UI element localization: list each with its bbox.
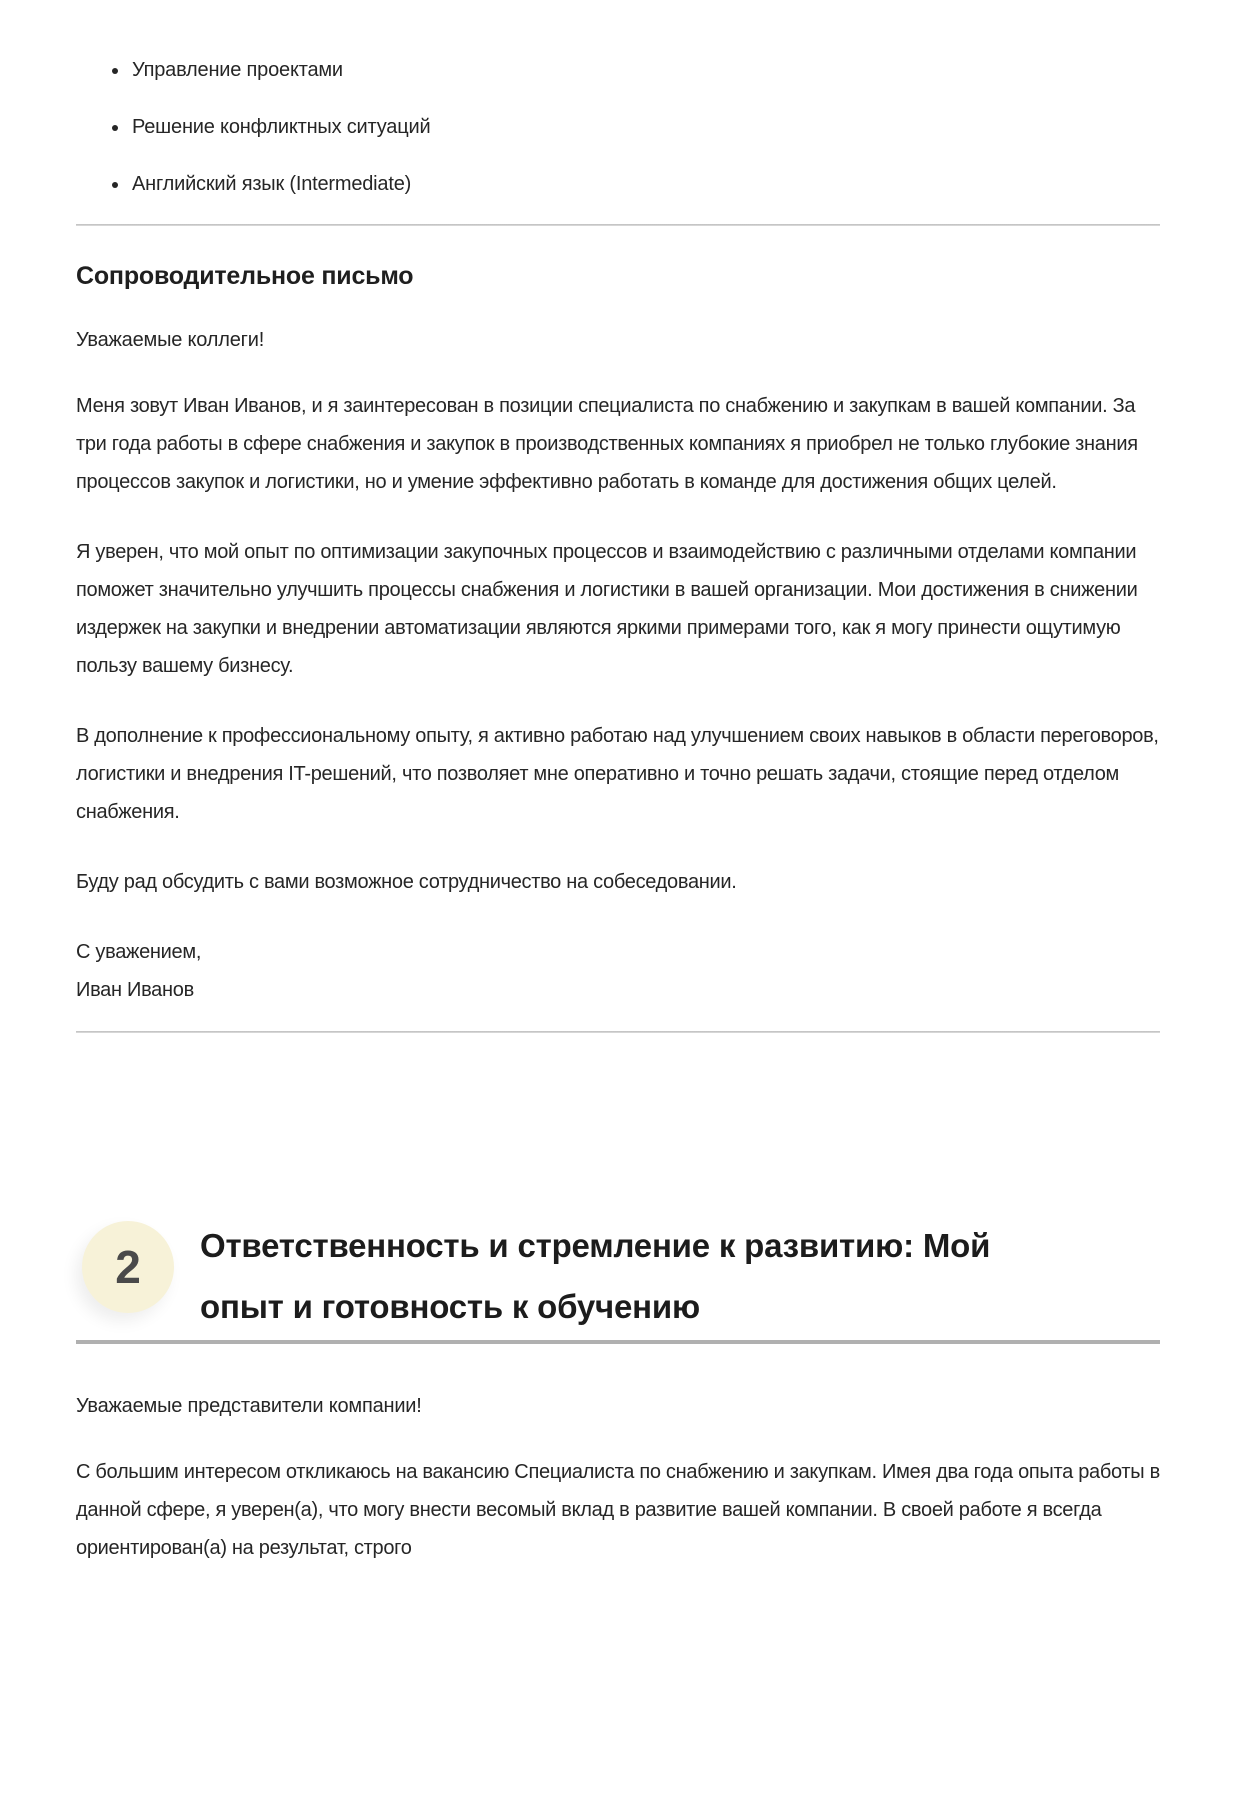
section-number: 2 xyxy=(115,1241,141,1293)
section-2-header xyxy=(76,1221,1160,1337)
cover-letter-paragraph: В дополнение к профессиональному опыту, я активно работаю над улучшением своих навыков в области переговоров, логистики и внедрения IT-решений, что позволяет мне оперативно и точно решать задачи, стоящие перед отделом снабжения. xyxy=(76,725,1159,823)
section-title-divider xyxy=(76,1340,1160,1344)
section-2-title: Ответственность и стремление к развитию: Мой опыт и готовность к обучению xyxy=(200,1227,991,1325)
document-page xyxy=(0,56,1239,1567)
cover-letter-paragraph: Я уверен, что мой опыт по оптимизации закупочных процессов и взаимодействию с различными отделами компании поможет значительно улучшить процессы снабжения и логистики в вашей организации. Мои достижения в снижении издержек на закупки и внедрении автоматизации являются яркими примерами того, как я могу принести ощутимую пользу вашему бизнесу. xyxy=(76,541,1138,677)
cover-letter-paragraph: Буду рад обсудить с вами возможное сотрудничество на собеседовании. xyxy=(76,871,737,893)
skills-list xyxy=(76,56,1160,198)
signoff-text: С уважением, xyxy=(76,941,202,963)
skill-item: • Английский язык (Intermediate) xyxy=(130,170,1160,198)
skill-item: • Решение конфликтных ситуаций xyxy=(130,113,1160,141)
cover-letter-heading: Сопроводительное письмо xyxy=(76,262,414,290)
section-number-badge xyxy=(82,1221,174,1313)
cover-letter-greeting: Уважаемые коллеги! xyxy=(76,329,265,351)
section-2-paragraph: С большим интересом откликаюсь на вакансию Специалиста по снабжению и закупкам. Имея два года опыта работы в данной сфере, я уверен(а), что могу внести весомый вклад в развитие вашей компании. В своей работе я всегда ориентирован(а) на результат, строго xyxy=(76,1461,1160,1559)
section-divider xyxy=(76,224,1160,226)
cover-letter-paragraph: Меня зовут Иван Иванов, и я заинтересован в позиции специалиста по снабжению и закупкам в вашей компании. За три года работы в сфере снабжения и закупок в производственных компаниях я приобрел не только глубокие знания процессов закупок и логистики, но и умение эффективно работать в команде для достижения общих целей. xyxy=(76,395,1138,493)
section-divider xyxy=(76,1031,1160,1033)
skill-item: • Управление проектами xyxy=(130,56,1160,84)
section-2-greeting: Уважаемые представители компании! xyxy=(76,1395,422,1417)
signature-name: Иван Иванов xyxy=(76,979,194,1001)
signature-block xyxy=(76,933,1160,1009)
